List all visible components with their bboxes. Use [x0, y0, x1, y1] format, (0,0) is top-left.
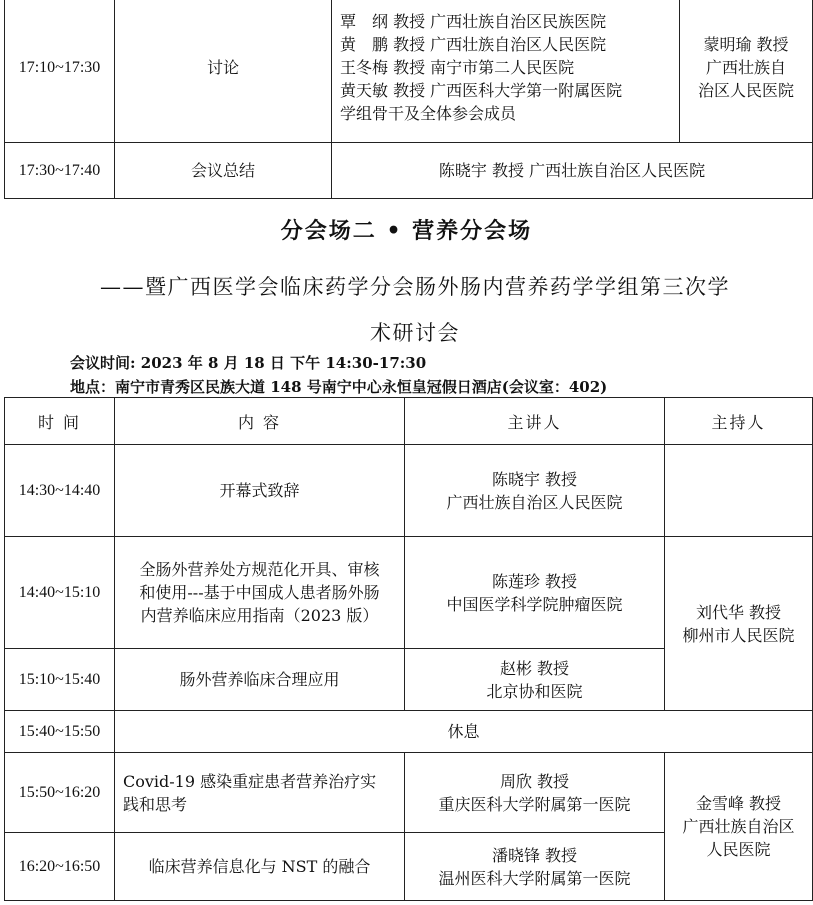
table-row: [5, 753, 813, 833]
content-cell: 肠外营养临床合理应用: [115, 649, 405, 711]
content-line: 和使用---基于中国成人患者肠外肠: [139, 583, 380, 602]
speaker-cell: [405, 833, 665, 901]
table-header-row: [5, 398, 813, 445]
host-cell-empty: [665, 445, 813, 537]
host-line: 广西壮族自: [705, 58, 786, 77]
content-line: 全肠外营养处方规范化开具、审核: [139, 560, 380, 579]
speaker-org: 北京协和医院: [486, 681, 583, 701]
speaker-line: 王冬梅 教授 南宁市第二人民医院: [340, 58, 575, 77]
host-cell: [665, 537, 813, 711]
speaker-org: 温州医科大学附属第一医院: [438, 868, 631, 888]
table-row: [5, 143, 813, 199]
speaker-name: 周欣 教授: [499, 771, 570, 791]
speaker-name: 赵彬 教授: [499, 658, 570, 678]
content-cell: 会议总结: [115, 143, 332, 199]
speaker-line: 学组骨干及全体参会成员: [340, 104, 517, 123]
speaker-name: 陈莲珍 教授: [491, 571, 578, 591]
header-host: 主持人: [665, 398, 813, 445]
content-cell: 临床营养信息化与 NST 的融合: [115, 833, 405, 901]
speaker-cell: [405, 537, 665, 649]
table-row: [5, 537, 813, 649]
break-cell: 休息: [115, 711, 813, 753]
host-org: 人民医院: [706, 840, 771, 859]
host-cell: [680, 0, 813, 143]
agenda-table-continued: [4, 0, 813, 199]
meeting-time: 会议时间: 2023 年 8 月 18 日 下午 14:30-17:30: [70, 354, 427, 372]
content-line: 内营养临床应用指南（2023 版）: [140, 606, 379, 625]
content-line: Covid-19 感染重症患者营养治疗实: [123, 771, 377, 791]
speaker-org: 重庆医科大学附属第一医院: [438, 794, 631, 814]
time-cell: 17:30~17:40: [5, 143, 115, 199]
host-name: 刘代华 教授: [695, 602, 782, 622]
speaker-name: 陈晓宇 教授: [491, 469, 578, 489]
speaker-cell: 陈晓宇 教授 广西壮族自治区人民医院: [332, 143, 813, 199]
agenda-table: [4, 397, 813, 901]
header-speaker: 主讲人: [405, 398, 665, 445]
host-cell: [665, 753, 813, 901]
host-org: 柳州市人民医院: [682, 625, 795, 645]
meeting-location: 地点：南宁市青秀区民族大道 148 号南宁中心永恒皇冠假日酒店(会议室：402): [70, 378, 608, 396]
content-cell: [115, 753, 405, 833]
host-org: 广西壮族自治区: [682, 817, 795, 836]
speaker-line: 覃 纲 教授 广西壮族自治区民族医院: [340, 12, 607, 31]
session-subtitle: [70, 264, 760, 356]
speaker-cell: [405, 649, 665, 711]
host-line: 治区人民医院: [697, 81, 794, 100]
content-cell: [115, 537, 405, 649]
time-cell: 16:20~16:50: [5, 833, 115, 901]
speaker-org: 广西壮族自治区人民医院: [446, 492, 623, 512]
time-cell: 17:10~17:30: [5, 0, 115, 143]
speaker-org: 中国医学科学院肿瘤医院: [446, 594, 623, 614]
time-cell: 15:10~15:40: [5, 649, 115, 711]
content-line: 践和思考: [123, 794, 188, 814]
speaker-cell: [405, 753, 665, 833]
time-cell: 15:50~16:20: [5, 753, 115, 833]
speaker-line: 黄天敏 教授 广西医科大学第一附属医院: [340, 81, 623, 100]
host-name: 金雪峰 教授: [695, 794, 782, 813]
time-cell: 14:30~14:40: [5, 445, 115, 537]
header-content: 内 容: [115, 398, 405, 445]
content-cell: 讨论: [115, 0, 332, 143]
session-title: 分会场二 • 营养分会场: [280, 218, 533, 244]
speaker-cell: [332, 0, 680, 143]
speaker-name: 潘晓锋 教授: [491, 845, 578, 865]
time-cell: 15:40~15:50: [5, 711, 115, 753]
speaker-cell: [405, 445, 665, 537]
header-time: 时 间: [5, 398, 115, 445]
host-line: 蒙明瑜 教授: [703, 35, 789, 54]
table-row: [5, 711, 813, 753]
table-row: [5, 0, 813, 143]
subtitle-line: ——暨广西医学会临床药学分会肠外肠内营养药学学组第三次学: [100, 275, 730, 299]
subtitle-line: 术研讨会: [370, 321, 460, 345]
time-cell: 14:40~15:10: [5, 537, 115, 649]
table-row: [5, 445, 813, 537]
speaker-line: 黄 鹏 教授 广西壮族自治区人民医院: [340, 35, 607, 54]
content-cell: 开幕式致辞: [115, 445, 405, 537]
